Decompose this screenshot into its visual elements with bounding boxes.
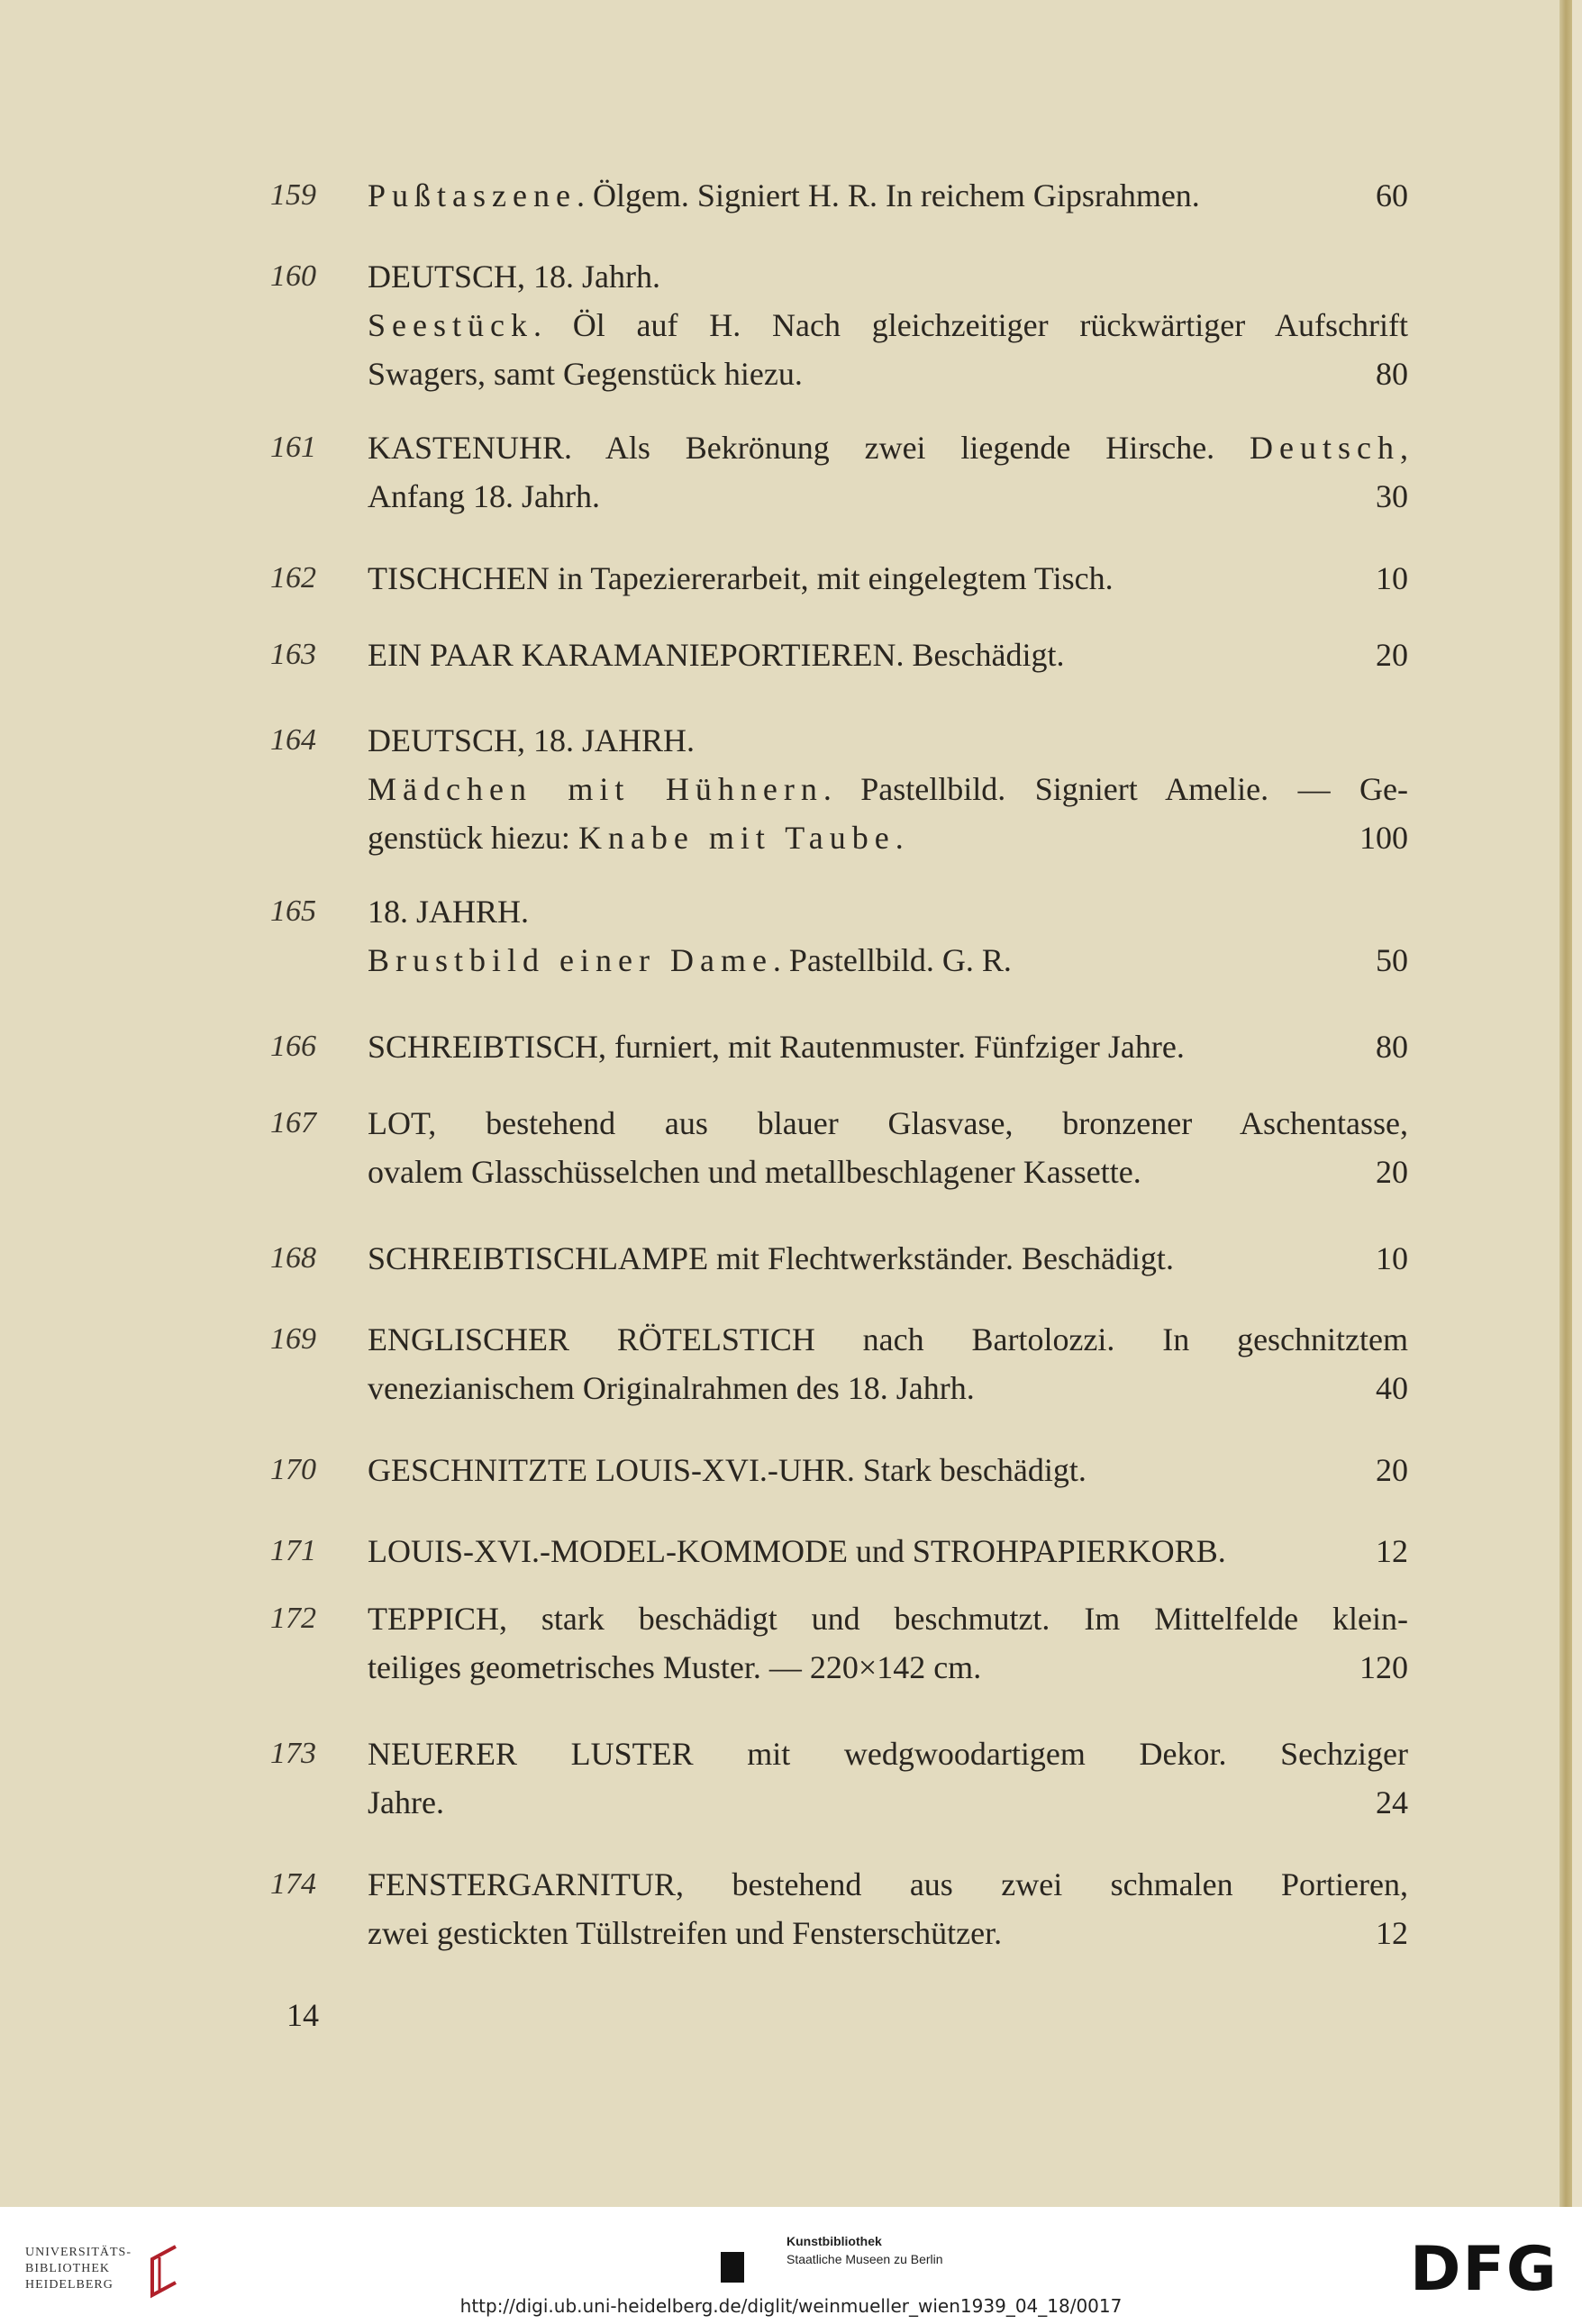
description-line [368, 631, 1408, 679]
line-text [368, 350, 803, 398]
lot-number: 168 [270, 1241, 316, 1275]
text-run: LOUIS-XVI.-MODEL-KOMMODE und STROHPAPIERKORB. [368, 1533, 1226, 1569]
text-run: . Ölgem. Signiert H. R. In reichem Gipsrahmen. [576, 177, 1200, 213]
description-line [368, 1729, 1408, 1778]
text-run: . [895, 820, 904, 856]
line-text [368, 1527, 1226, 1575]
lot-description [368, 1315, 1408, 1412]
line-text [368, 936, 1012, 985]
lot-number: 173 [270, 1737, 316, 1770]
lot-price: 12 [1376, 1533, 1408, 1569]
text-run: SCHREIBTISCH, furniert, mit Rautenmuster. Fünfziger Jahre. [368, 1029, 1185, 1065]
lot-number: 161 [270, 431, 316, 464]
lot-number: 167 [270, 1106, 316, 1139]
line-text [368, 1643, 981, 1692]
text-run: venezianischem Originalrahmen des 18. Jahrh. [368, 1370, 975, 1406]
line-text [368, 716, 695, 765]
lot-description [368, 631, 1408, 679]
text-run: . Öl auf H. Nach gleichzeitiger rückwärtiger Aufschrift [532, 307, 1408, 343]
line-text [368, 1321, 1408, 1357]
lot-description [368, 1527, 1408, 1575]
text-run: ENGLISCHER RÖTELSTICH nach Bartolozzi. In geschnitztem [368, 1321, 1408, 1357]
description-line [368, 1446, 1408, 1494]
lot-price: 100 [1359, 820, 1408, 856]
line-text [368, 1234, 1174, 1283]
description-line [368, 936, 1408, 985]
footer-bar [0, 2207, 1582, 2324]
lot-description [368, 1234, 1408, 1283]
line-text [368, 1601, 1408, 1637]
lot-number: 169 [270, 1322, 316, 1356]
description-line [368, 1315, 1408, 1364]
kb-title: Kunstbibliothek [786, 2234, 882, 2248]
kb-subtitle: Staatliche Museen zu Berlin [786, 2252, 943, 2266]
lot-price: 12 [1376, 1915, 1408, 1951]
lot-price: 10 [1376, 1240, 1408, 1276]
lot-price: 80 [1376, 356, 1408, 392]
lot-number: 165 [270, 894, 316, 928]
lot-price: 50 [1376, 942, 1408, 978]
text-run: EIN PAAR KARAMANIEPORTIEREN. Beschädigt. [368, 637, 1065, 673]
line-text [368, 1105, 1408, 1141]
ub-logo-line: UNIVERSITÄTS- [25, 2246, 132, 2259]
text-run: , [1400, 430, 1408, 466]
description-line [368, 1022, 1408, 1071]
line-text [368, 430, 1408, 466]
page-edge [1559, 0, 1572, 2207]
description-line [368, 1234, 1408, 1283]
description-line [368, 171, 1408, 220]
lot-price: 20 [1376, 1452, 1408, 1488]
text-run: Anfang 18. Jahrh. [368, 478, 600, 514]
kunstbibliothek-logo-icon [721, 2252, 744, 2283]
line-text [368, 771, 1408, 807]
lot-description [368, 423, 1408, 521]
lot-price: 24 [1376, 1784, 1408, 1820]
line-text [368, 1022, 1185, 1071]
text-run: FENSTERGARNITUR, bestehend aus zwei schmalen Portieren, [368, 1866, 1408, 1902]
line-text [368, 1736, 1408, 1772]
text-run: DEUTSCH, 18. JAHRH. [368, 722, 696, 758]
line-text [368, 631, 1065, 679]
text-run: genstück hiezu: [368, 820, 578, 856]
description-line [368, 423, 1408, 472]
lot-number: 166 [270, 1030, 316, 1063]
line-text [368, 1364, 975, 1412]
lot-price: 10 [1376, 560, 1408, 596]
description-line [368, 765, 1408, 813]
line-text [368, 813, 904, 862]
description-line [368, 716, 1408, 765]
page-url[interactable]: http://digi.ub.uni-heidelberg.de/diglit/weinmueller_wien1939_04_18/0017 [459, 2295, 1123, 2317]
spaced-title: Knabe mit Taube [577, 820, 896, 856]
kunstbibliothek-logo[interactable] [786, 2232, 943, 2268]
line-text [368, 171, 1200, 220]
lot-number: 160 [270, 259, 316, 293]
text-run: TISCHCHEN in Tapeziererarbeit, mit eingelegtem Tisch. [368, 560, 1114, 596]
line-text [368, 1148, 1141, 1196]
text-run: Jahre. [368, 1784, 444, 1820]
description-line [368, 887, 1408, 936]
lot-description [368, 252, 1408, 398]
description-line [368, 554, 1408, 603]
line-text [368, 472, 600, 521]
lot-description [368, 1446, 1408, 1494]
dfg-logo[interactable]: DFG [1410, 2234, 1559, 2305]
lot-number: 162 [270, 561, 316, 595]
text-run: . Pastellbild. G. R. [772, 942, 1012, 978]
lot-description [368, 1729, 1408, 1827]
description-line [368, 472, 1408, 521]
spaced-title: Seestück [368, 307, 533, 343]
line-text [368, 1778, 444, 1827]
description-line [368, 1099, 1408, 1148]
line-text [368, 252, 660, 301]
lot-number: 159 [270, 178, 316, 212]
ub-logo-line: BIBLIOTHEK [25, 2262, 110, 2275]
spaced-title: Brustbild einer Dame [368, 942, 773, 978]
description-line [368, 1778, 1408, 1827]
text-run: TEPPICH, stark beschädigt und beschmutzt. Im Mittelfelde klein- [368, 1601, 1408, 1637]
lot-price: 20 [1376, 637, 1408, 673]
ub-logo-icon [140, 2243, 185, 2301]
description-line [368, 1594, 1408, 1643]
line-text [368, 1446, 1086, 1494]
lot-number: 170 [270, 1453, 316, 1486]
description-line [368, 1909, 1408, 1957]
lot-description [368, 171, 1408, 220]
text-run: LOT, bestehend aus blauer Glasvase, bronzener Aschentasse, [368, 1105, 1408, 1141]
line-text [368, 887, 529, 936]
page-number: 14 [286, 1997, 319, 2033]
lot-number: 171 [270, 1534, 316, 1567]
text-run: teiliges geometrisches Muster. — 220×142 cm. [368, 1649, 982, 1685]
lot-description [368, 1594, 1408, 1692]
description-line [368, 252, 1408, 301]
text-run: zwei gestickten Tüllstreifen und Fensterschützer. [368, 1915, 1003, 1951]
text-run: SCHREIBTISCHLAMPE mit Flechtwerkständer. Beschädigt. [368, 1240, 1174, 1276]
lot-description [368, 1860, 1408, 1957]
description-line [368, 813, 1408, 862]
ub-logo-line: HEIDELBERG [25, 2278, 114, 2292]
lot-number: 163 [270, 638, 316, 671]
ub-heidelberg-logo[interactable] [25, 2245, 132, 2293]
lot-price: 20 [1376, 1154, 1408, 1190]
spaced-title: Mädchen mit Hühnern [368, 771, 823, 807]
lot-price: 120 [1359, 1649, 1408, 1685]
description-line [368, 1527, 1408, 1575]
lot-number: 164 [270, 723, 316, 757]
line-text [368, 1909, 1002, 1957]
line-text [368, 554, 1114, 603]
lot-price: 80 [1376, 1029, 1408, 1065]
lot-price: 60 [1376, 177, 1408, 213]
description-line [368, 1643, 1408, 1692]
text-run: Swagers, samt Gegenstück hiezu. [368, 356, 803, 392]
description-line [368, 301, 1408, 350]
text-run: ovalem Glasschüsselchen und metallbeschlagener Kassette. [368, 1154, 1141, 1190]
text-run: 18. JAHRH. [368, 894, 530, 930]
description-line [368, 1364, 1408, 1412]
text-run: DEUTSCH, 18. Jahrh. [368, 259, 660, 295]
description-line [368, 350, 1408, 398]
text-run: GESCHNITZTE LOUIS-XVI.-UHR. Stark beschädigt. [368, 1452, 1086, 1488]
lot-price: 30 [1376, 478, 1408, 514]
text-run: . Pastellbild. Signiert Amelie. — Ge- [823, 771, 1409, 807]
line-text [368, 307, 1408, 343]
lot-price: 40 [1376, 1370, 1408, 1406]
spaced-title: Pußtaszene [368, 177, 577, 213]
lot-description [368, 554, 1408, 603]
spaced-title: Deutsch [1250, 430, 1400, 466]
lot-number: 174 [270, 1867, 316, 1901]
lot-description [368, 887, 1408, 985]
lot-number: 172 [270, 1602, 316, 1635]
text-run: NEUERER LUSTER mit wedgwoodartigem Dekor. Sechziger [368, 1736, 1408, 1772]
description-line [368, 1148, 1408, 1196]
lot-description [368, 1022, 1408, 1071]
lot-description [368, 716, 1408, 862]
line-text [368, 1866, 1408, 1902]
description-line [368, 1860, 1408, 1909]
text-run: KASTENUHR. Als Bekrönung zwei liegende Hirsche. [368, 430, 1250, 466]
lot-description [368, 1099, 1408, 1196]
